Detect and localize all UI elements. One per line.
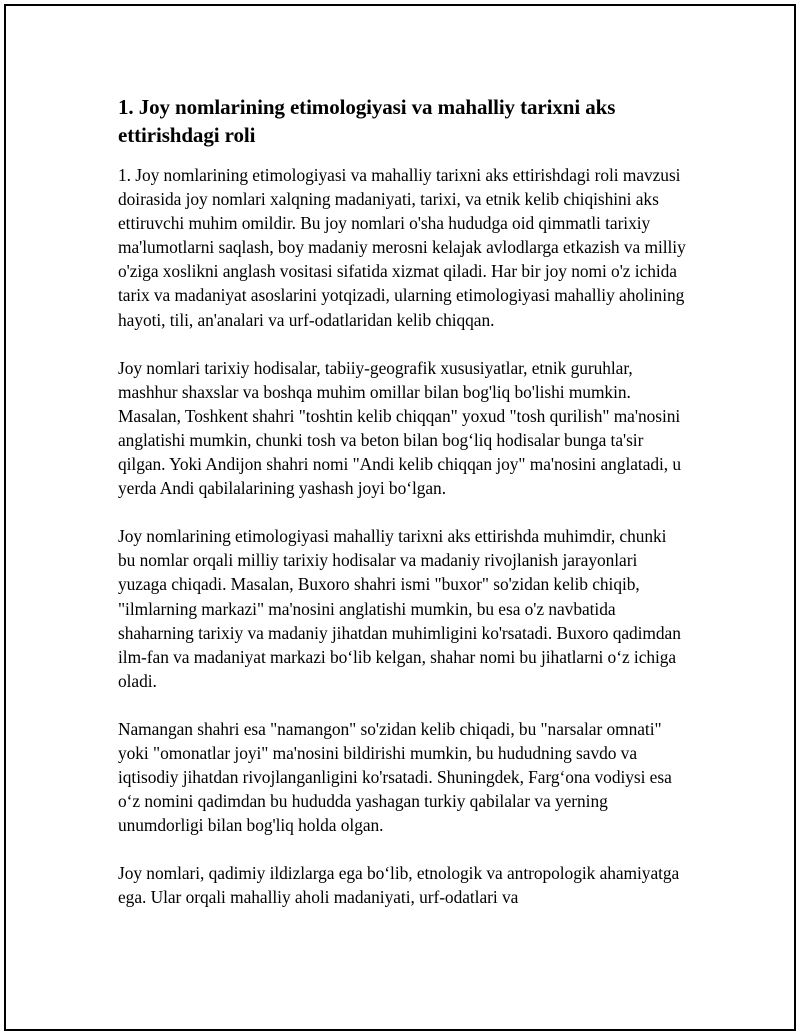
paragraph-4: Namangan shahri esa "namangon" so'zidan kelib chiqadi, bu "narsalar omnati" yoki "omonatlar joyi" ma'nosini bildirishi mumkin, bu hududning savdo va iqtisodiy jihatdan rivojlanganligini ko'rsatadi. Shuningdek, Farg‘ona vodiysi esa o‘z nomini qadimdan bu hududda yashagan turkiy qabilalar va yerning unumdorligi bilan bog'liq holda olgan.: [118, 718, 672, 836]
document-title: 1. Joy nomlarining etimologiyasi va mahalliy tarixni aks ettirishdagi roli: [118, 95, 616, 147]
paragraph-1: 1. Joy nomlarining etimologiyasi va mahalliy tarixni aks ettirishdagi roli mavzusi doirasida joy nomlari xalqning madaniyati, tarixi, va etnik kelib chiqishini aks ettiruvchi muhim omildir. Bu joy nomlari o'sha hududga oid qimmatli tarixiy ma'lumotlarni saqlash, boy madaniy merosni kelajak avlodlarga etkazish va milliy o'ziga xoslikni anglash vositasi sifatida xizmat qiladi. Har bir joy nomi o'z ichida tarix va madaniyat asoslarini yotqizadi, ularning etimologiyasi mahalliy aholining hayoti, tili, an'analari va urf-odatlaridan kelib chiqqan.: [118, 165, 686, 330]
document-body: [118, 93, 688, 934]
paragraph-5: Joy nomlari, qadimiy ildizlarga ega bo‘lib, etnologik va antropologik ahamiyatga ega. Ular orqali mahalliy aholi madaniyati, urf-odatlari va: [118, 863, 680, 908]
paragraph-2: Joy nomlari tarixiy hodisalar, tabiiy-geografik xususiyatlar, etnik guruhlar, mashhur shaxslar va boshqa muhim omillar bilan bog'liq bo'lishi mumkin. Masalan, Toshkent shahri "toshtin kelib chiqqan" yoxud "tosh qurilish" ma'nosini anglatishi mumkin, chunki tosh va beton bilan bog‘liq hodisalar bunga ta'sir qilgan. Yoki Andijon shahri nomi "Andi kelib chiqqan joy" ma'nosini anglatadi, u yerda Andi qabilalarining yashash joyi bo‘lgan.: [118, 357, 682, 499]
paragraph-3: Joy nomlarining etimologiyasi mahalliy tarixni aks ettirishda muhimdir, chunki bu nomlar orqali milliy tarixiy hodisalar va madaniy rivojlanish jarayonlari yuzaga chiqadi. Masalan, Buxoro shahri ismi "buxor" so'zidan kelib chiqib, "ilmlarning markazi" ma'nosini anglatishi mumkin, bu esa o'z navbatida shaharning tarixiy va madaniy jihatdan muhimligini ko'rsatadi. Buxoro qadimdan ilm-fan va madaniyat markazi bo‘lib kelgan, shahar nomi bu jihatlarni o‘z ichiga oladi.: [118, 526, 681, 691]
